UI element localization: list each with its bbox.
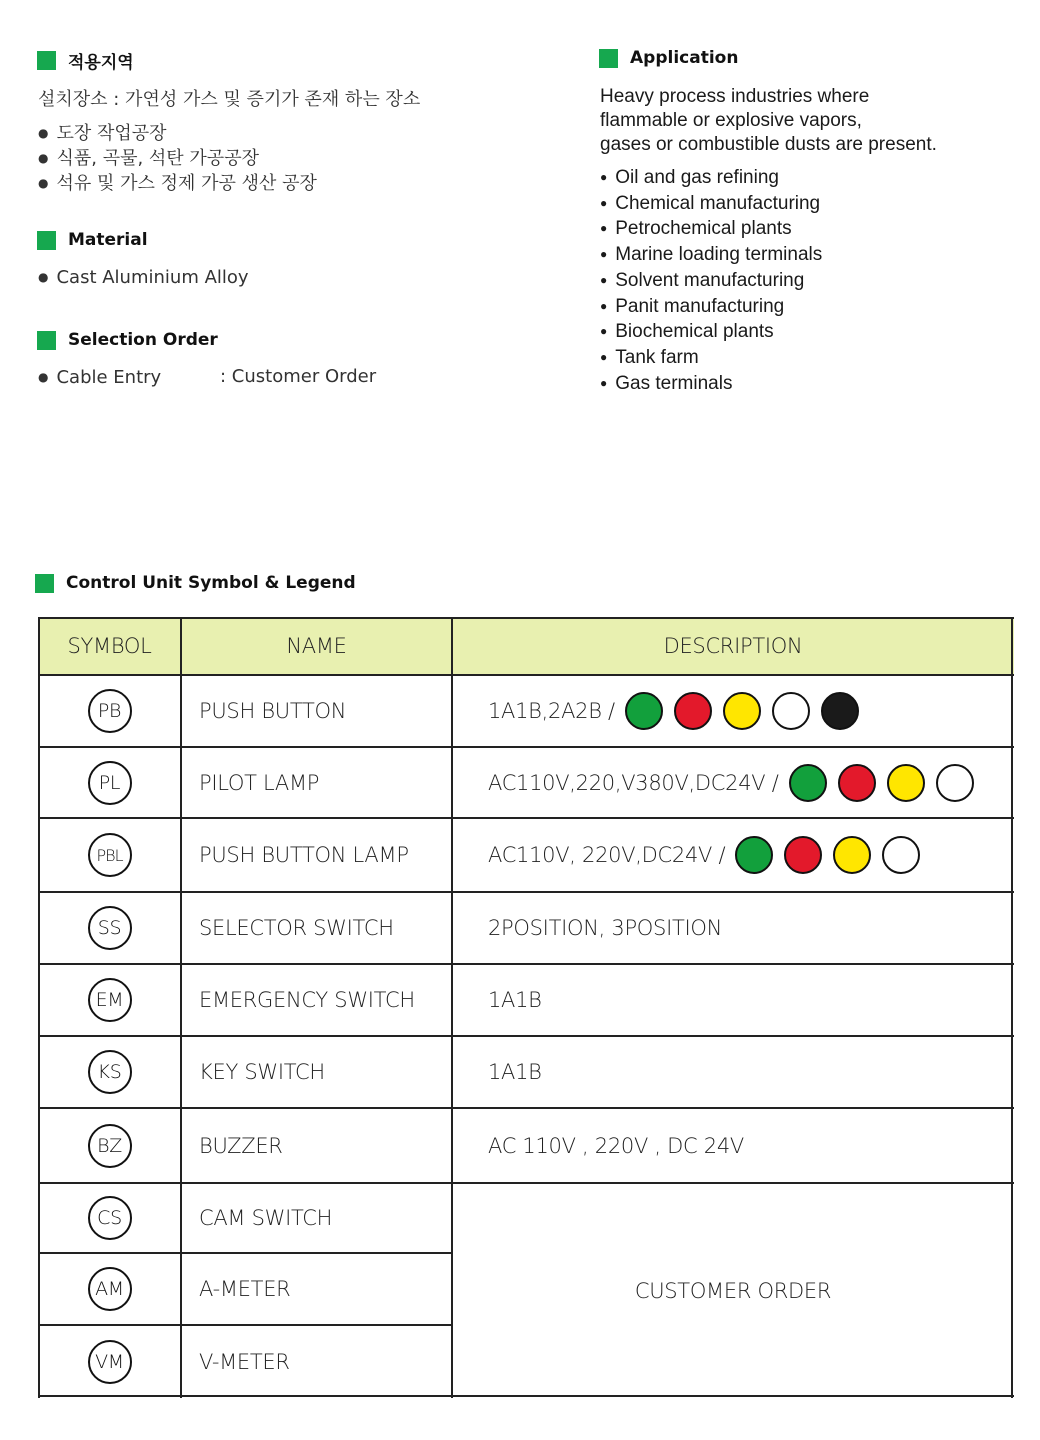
white-color-dot-icon [772,692,810,730]
table-row-symbol [38,1253,181,1325]
red-color-dot-icon [674,692,712,730]
table-divider [1011,617,1013,1398]
selection-list [38,366,161,391]
application-intro [600,85,937,157]
description-text: 1A1B [488,988,542,1012]
white-color-dot-icon [936,764,974,802]
symbol-pbl-icon: PBL [88,833,132,877]
symbol-pb-icon: PB [88,689,132,733]
intro-line: flammable or explosive vapors, [600,110,862,131]
legend-heading: Control Unit Symbol & Legend [66,573,356,593]
table-divider [38,1395,1014,1397]
green-color-dot-icon [625,692,663,730]
table-row-name: EMERGENCY SWITCH [199,988,415,1012]
red-color-dot-icon [784,836,822,874]
table-divider [38,1107,1014,1109]
red-color-dot-icon [838,764,876,802]
material-section-heading [37,230,148,250]
table-divider [38,1035,1014,1037]
symbol-pl-icon: PL [88,761,132,805]
install-location: 설치장소 : 가연성 가스 및 증기가 존재 하는 장소 [38,89,421,110]
green-square-icon [37,231,56,250]
description-text: 1A1B [488,1060,542,1084]
symbol-em-icon: EM [88,978,132,1022]
table-divider [38,1324,452,1326]
table-row-name: CAM SWITCH [199,1206,333,1230]
table-row-symbol [38,1325,181,1398]
list-item: ● Solvent manufacturing [600,269,822,295]
list-item: ● Marine loading terminals [600,243,822,269]
list-item: ● Biochemical plants [600,320,822,346]
symbol-bz-icon: BZ [88,1124,132,1168]
list-item: ● Gas terminals [600,372,822,398]
table-divider [38,891,1014,893]
table-row-name: A-METER [199,1277,291,1301]
table-row-symbol [38,1036,181,1108]
table-row-name: KEY SWITCH [199,1060,325,1084]
korean-list [38,122,317,197]
merged-description: CUSTOMER ORDER [634,1278,832,1303]
table-row-description [452,1036,1014,1108]
symbol-ss-icon: SS [88,906,132,950]
table-row-symbol [38,1183,181,1253]
table-divider [38,617,1014,619]
table-divider [38,617,40,1398]
table-divider [38,817,1014,819]
list-item: ● Panit manufacturing [600,295,822,321]
green-color-dot-icon [735,836,773,874]
legend-table [38,617,1014,1398]
legend-section-heading [35,573,356,593]
cable-entry-label: ● Cable Entry [38,366,161,391]
table-divider [38,674,1014,676]
selection-section-heading [37,330,218,350]
table-row-description [452,818,1014,892]
table-row-symbol [38,964,181,1036]
list-item: ● Chemical manufacturing [600,192,822,218]
list-item: ● 도장 작업공장 [38,122,317,147]
green-square-icon [599,49,618,68]
list-item: ● 식품, 곡물, 석탄 가공공장 [38,147,317,172]
cable-entry-value: : Customer Order [220,366,377,387]
color-options [625,692,859,730]
green-square-icon [35,574,54,593]
table-row-description [452,747,1014,818]
table-row-name: BUZZER [199,1133,283,1158]
symbol-vm-icon: VM [88,1340,132,1384]
intro-line: Heavy process industries where [600,86,870,107]
header-description: DESCRIPTION [452,617,1014,675]
green-square-icon [37,331,56,350]
intro-line: gases or combustible dusts are present. [600,134,937,155]
table-row-name: PILOT LAMP [199,770,320,795]
table-divider [38,963,1014,965]
selection-heading: Selection Order [68,330,218,350]
green-square-icon [37,51,56,70]
korean-section-heading [37,48,134,73]
table-divider [38,1182,1014,1184]
header-name: NAME [181,617,452,675]
green-color-dot-icon [789,764,827,802]
symbol-ks-icon: KS [88,1050,132,1094]
application-section-heading [599,48,738,68]
header-symbol: SYMBOL [38,617,181,675]
description-text: 1A1B,2A2B / [488,699,615,723]
table-divider [38,1252,452,1254]
table-row-description [452,964,1014,1036]
list-item: ● Cast Aluminium Alloy [38,266,249,291]
table-row-description [452,892,1014,964]
table-row-name: SELECTOR SWITCH [199,916,394,940]
table-row-symbol [38,818,181,892]
description-text: AC 110V , 220V , DC 24V [488,1133,744,1158]
black-color-dot-icon [821,692,859,730]
material-list [38,266,249,291]
yellow-color-dot-icon [887,764,925,802]
table-row-symbol [38,675,181,747]
description-text: AC110V, 220V,DC24V / [488,843,726,867]
table-row-symbol [38,1108,181,1183]
white-color-dot-icon [882,836,920,874]
list-item: ● Oil and gas refining [600,166,822,192]
table-divider [180,617,182,1398]
symbol-am-icon: AM [88,1267,132,1311]
table-row-description [452,1108,1014,1183]
material-heading: Material [68,230,148,250]
table-divider [38,746,1014,748]
table-row-symbol [38,892,181,964]
korean-heading: 적용지역 [68,53,134,73]
table-row-name: V-METER [199,1349,290,1374]
list-item: ● Tank farm [600,346,822,372]
application-list [600,166,822,397]
yellow-color-dot-icon [723,692,761,730]
table-divider [451,617,453,1398]
symbol-cs-icon: CS [88,1196,132,1240]
table-row-symbol [38,747,181,818]
description-text: AC110V,220,V380V,DC24V / [488,770,779,795]
color-options [735,836,920,874]
yellow-color-dot-icon [833,836,871,874]
list-item: ● Petrochemical plants [600,217,822,243]
list-item: ● 석유 및 가스 정제 가공 생산 공장 [38,172,317,197]
description-text: 2POSITION, 3POSITION [488,916,723,940]
table-row-name: PUSH BUTTON [199,699,347,723]
table-row-name: PUSH BUTTON LAMP [199,843,409,867]
table-row-description [452,675,1014,747]
application-heading: Application [630,48,739,68]
color-options [789,764,974,802]
